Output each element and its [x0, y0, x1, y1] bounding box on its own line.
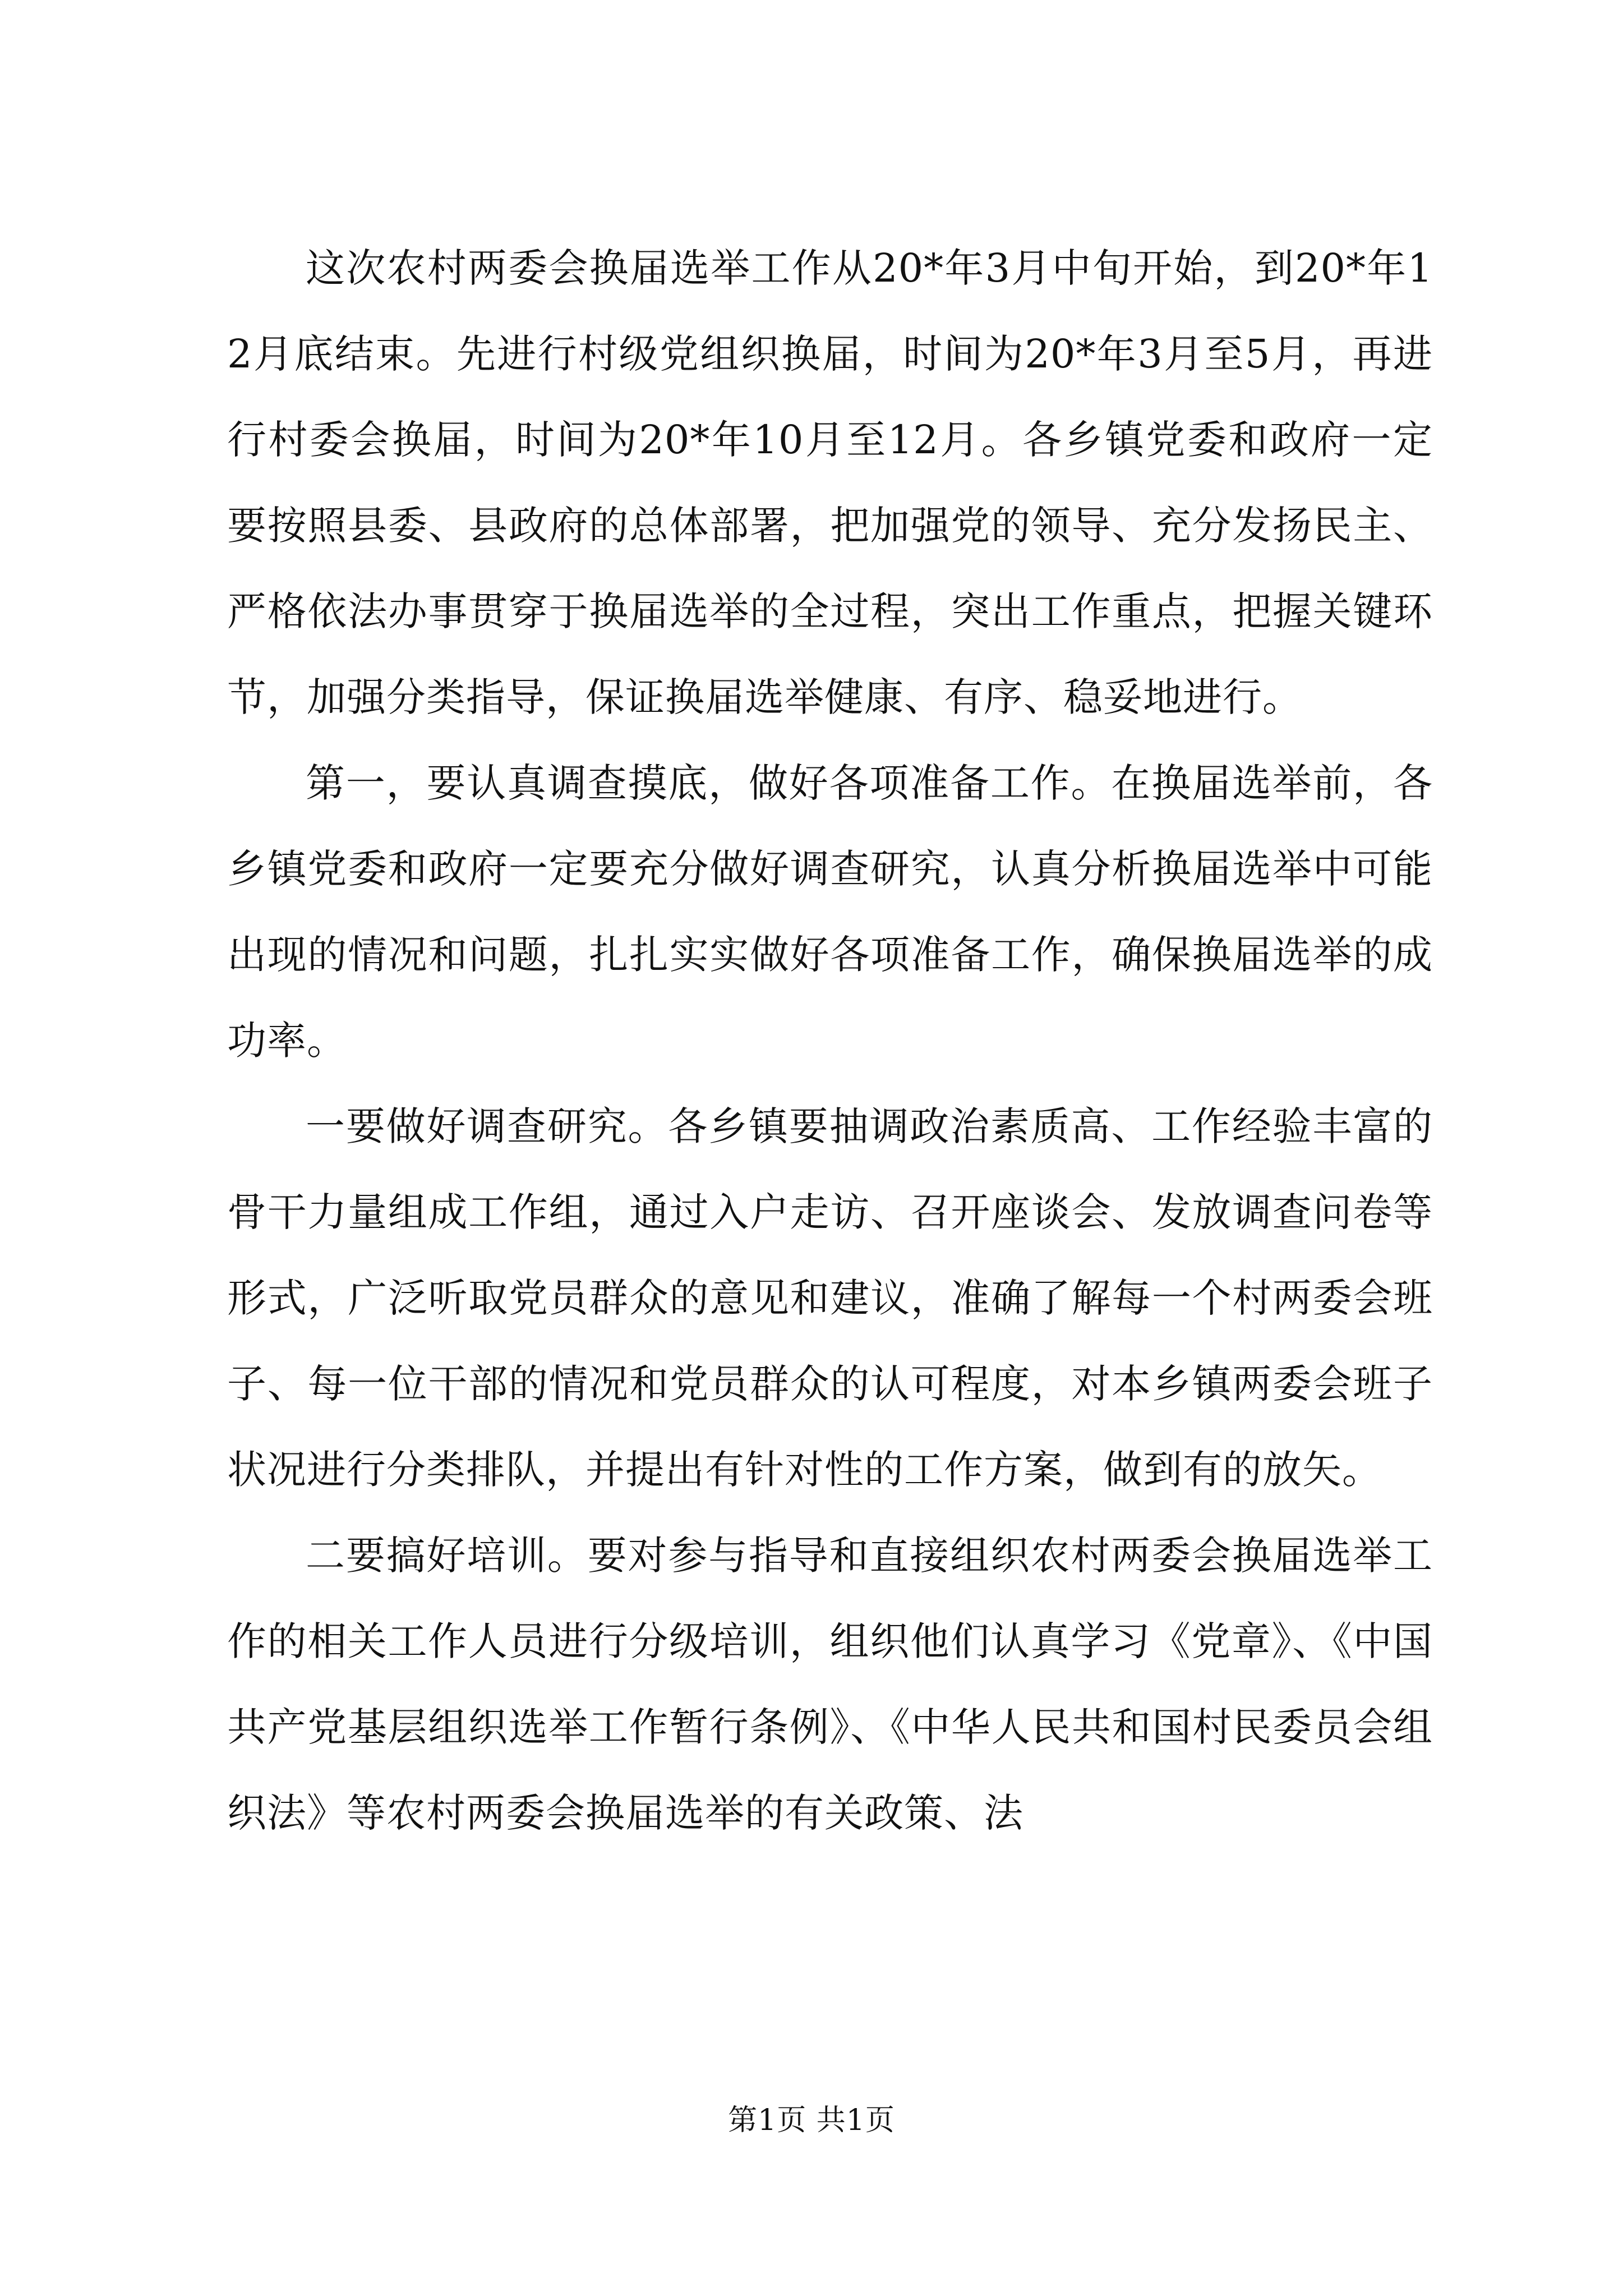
paragraph-2: 第一，要认真调查摸底，做好各项准备工作。在换届选举前，各乡镇党委和政府一定要充分做好调查研究，认真分析换届选举中可能出现的情况和问题，扎扎实实做好各项准备工作，确保换届选举的成功率。	[227, 760, 1433, 1064]
document-body	[227, 226, 1433, 1856]
paragraph-3: 一要做好调查研究。各乡镇要抽调政治素质高、工作经验丰富的骨干力量组成工作组，通过入户走访、召开座谈会、发放调查问卷等形式，广泛听取党员群众的意见和建议，准确了解每一个村两委会班子、每一位干部的情况和党员群众的认可程度，对本乡镇两委会班子状况进行分类排队，并提出有针对性的工作方案，做到有的放矢。	[227, 1103, 1433, 1493]
paragraph-1: 这次农村两委会换届选举工作从20*年3月中旬开始，到20*年12月底结束。先进行村级党组织换届，时间为20*年3月至5月，再进行村委会换届，时间为20*年10月至12月。各乡镇党委和政府一定要按照县委、县政府的总体部署，把加强党的领导、充分发扬民主、严格依法办事贯穿于换届选举的全过程，突出工作重点，把握关键环节，加强分类指导，保证换届选举健康、有序、稳妥地进行。	[227, 245, 1433, 720]
paragraph-4: 二要搞好培训。要对参与指导和直接组织农村两委会换届选举工作的相关工作人员进行分级培训，组织他们认真学习《党章》、《中国共产党基层组织选举工作暂行条例》、《中华人民共和国村民委员会组织法》等农村两委会换届选举的有关政策、法	[227, 1533, 1433, 1836]
page-footer: 第1页 共1页	[728, 2104, 895, 2137]
